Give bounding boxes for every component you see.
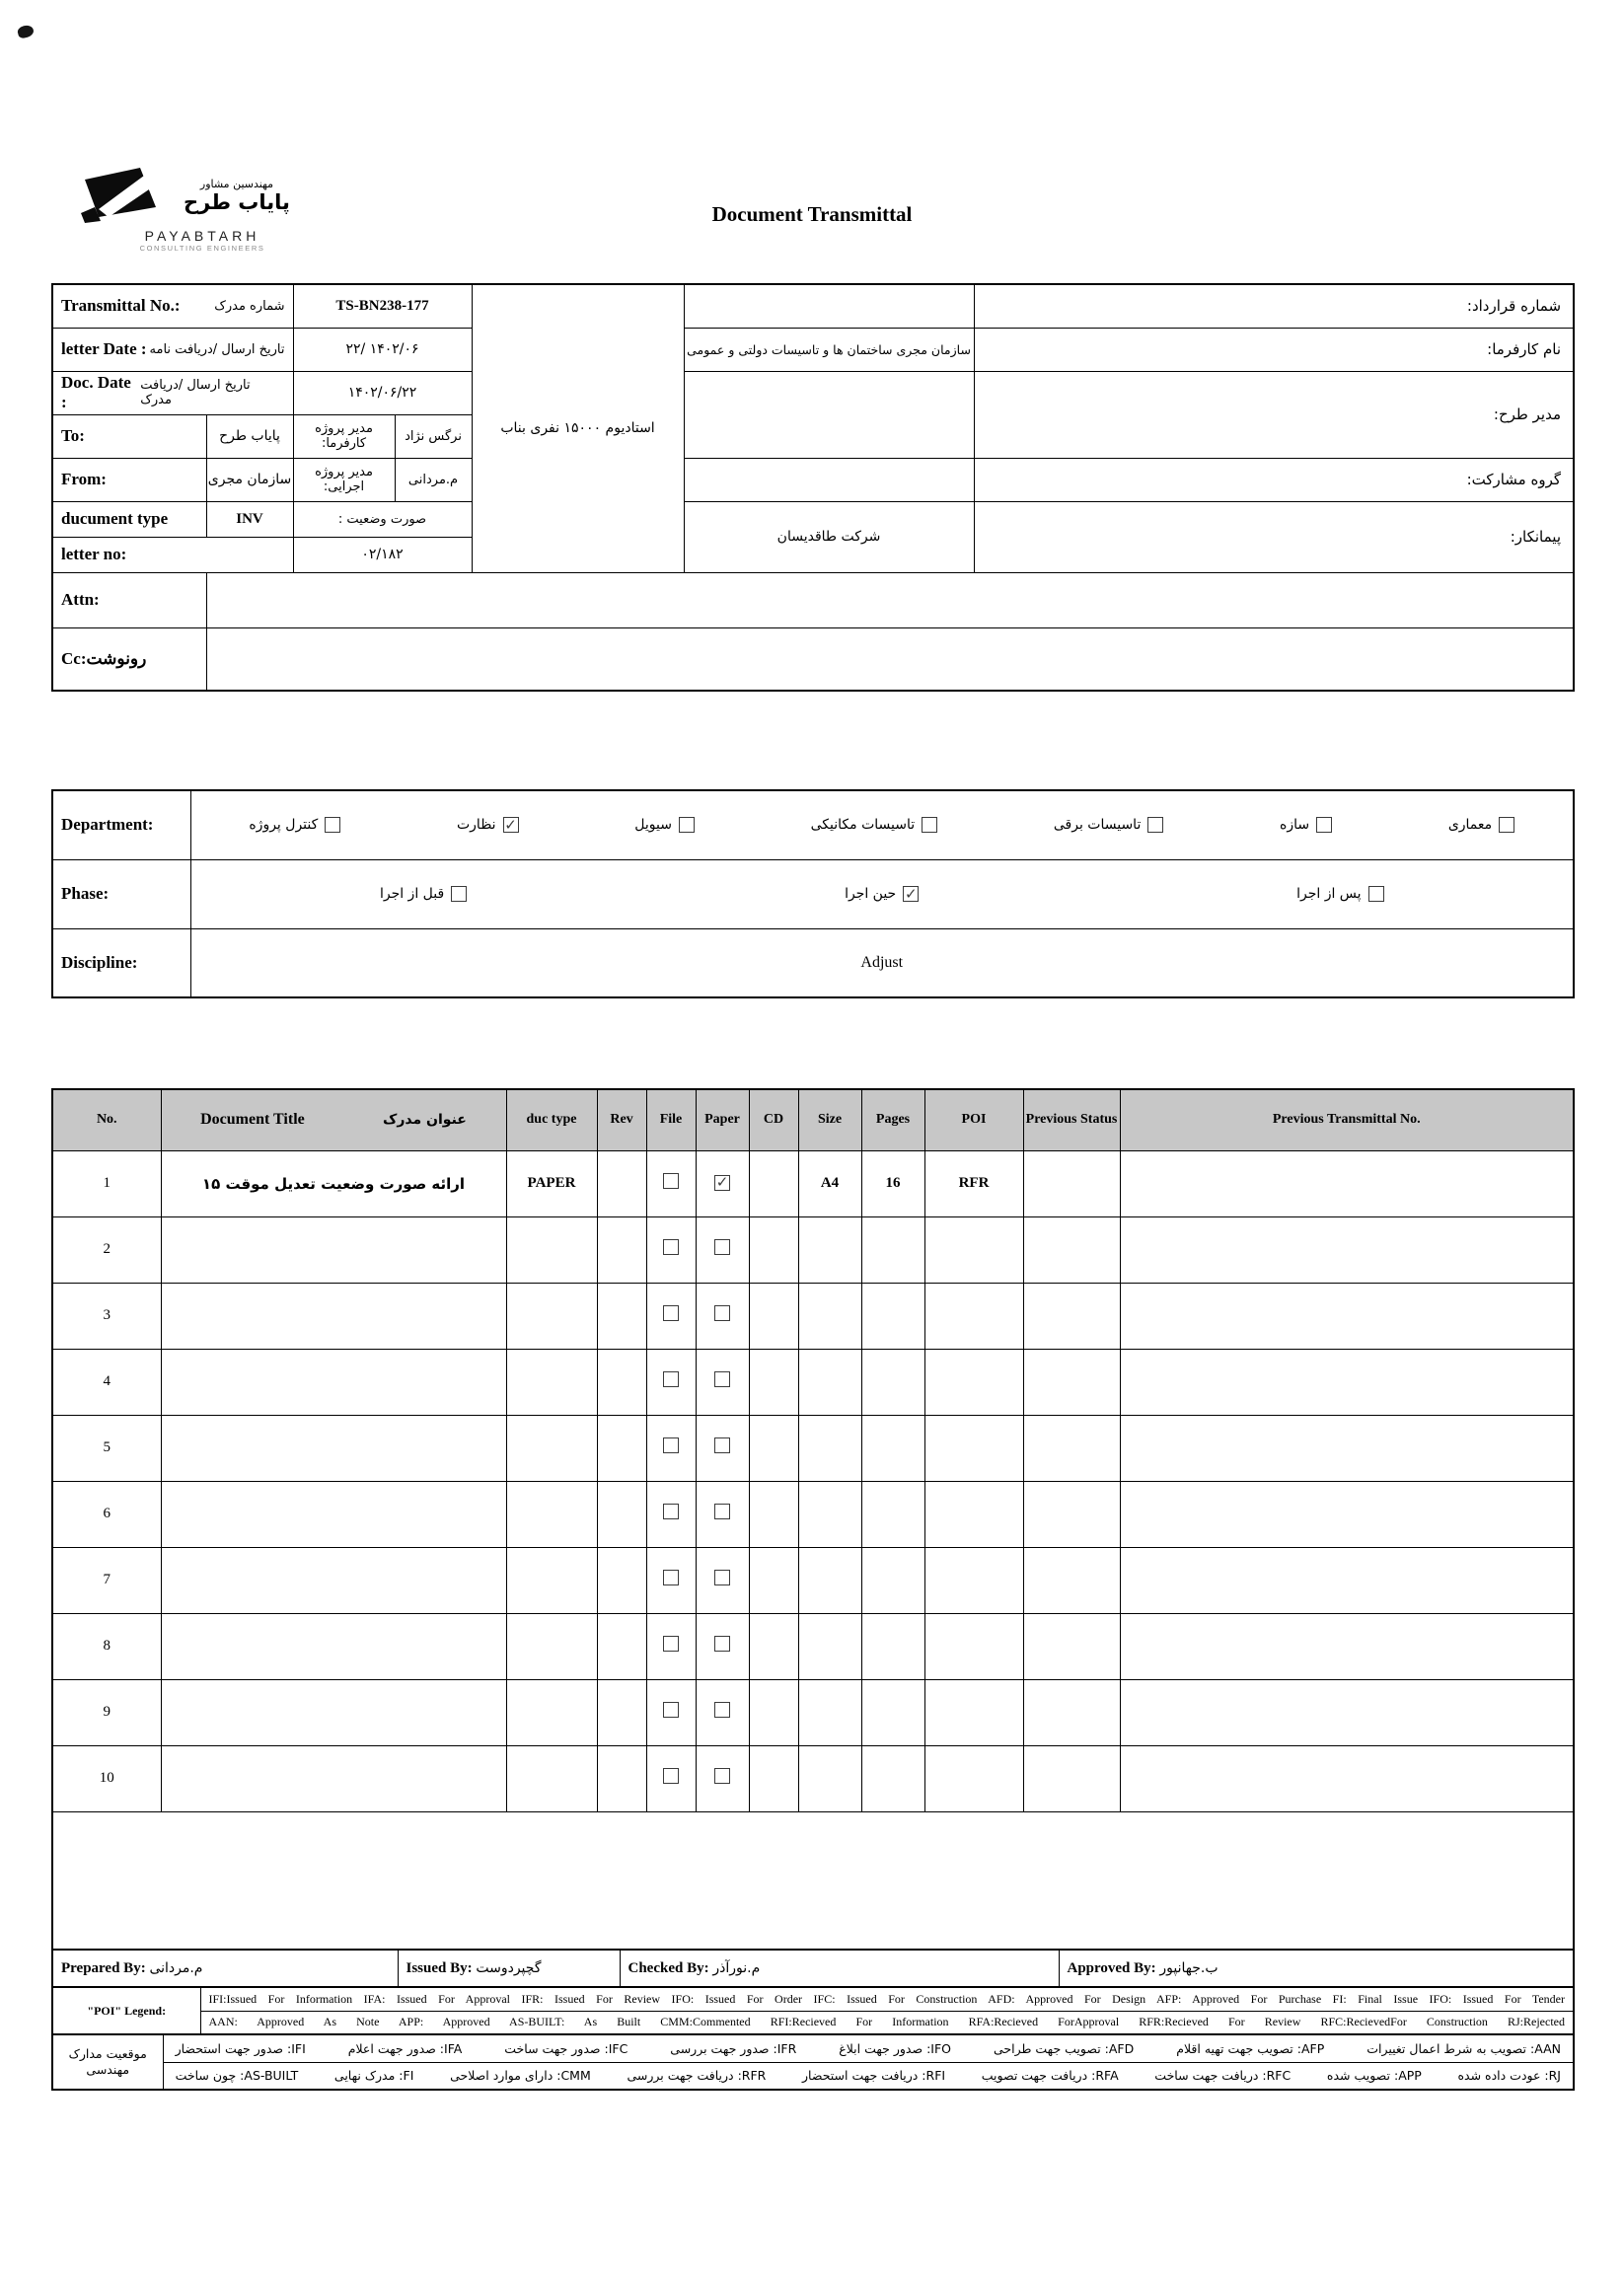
paper-checkbox[interactable] bbox=[714, 1768, 730, 1784]
empty-area bbox=[52, 1811, 1574, 1950]
cell-file bbox=[646, 1481, 696, 1547]
phase-option-label: قبل از اجرا bbox=[379, 886, 445, 902]
legend-item: RFC: دریافت جهت ساخت bbox=[1154, 2068, 1292, 2084]
cell-file bbox=[646, 1415, 696, 1481]
cell-file bbox=[646, 1216, 696, 1283]
legend-item: CMM: دارای موارد اصلاحی bbox=[450, 2068, 591, 2084]
department-option bbox=[811, 817, 938, 833]
fa-legend-table bbox=[51, 2033, 1575, 2091]
cell-duc-type bbox=[506, 1481, 597, 1547]
poi-legend-label: "POI" Legend: bbox=[52, 1987, 200, 2034]
cell-poi bbox=[924, 1547, 1023, 1613]
department-checkbox[interactable] bbox=[922, 817, 937, 833]
department-checkbox[interactable] bbox=[1147, 817, 1163, 833]
cell-prev-transmittal bbox=[1120, 1613, 1574, 1679]
legend-item: FI: مدرک نهایی bbox=[333, 2068, 414, 2084]
cell-size: A4 bbox=[798, 1150, 861, 1216]
file-checkbox[interactable] bbox=[663, 1636, 679, 1652]
file-checkbox[interactable] bbox=[663, 1371, 679, 1387]
client-name-value: سازمان مجری ساختمان ها و تاسیسات دولتی و عمومی bbox=[684, 328, 974, 371]
cell-prev-transmittal bbox=[1120, 1745, 1574, 1811]
paper-checkbox[interactable] bbox=[714, 1371, 730, 1387]
approved-by-label: Approved By: bbox=[1067, 1959, 1156, 1976]
col-header-rev: Rev bbox=[597, 1089, 646, 1150]
department-option-label: سیویل bbox=[634, 817, 672, 834]
fa-legend-line-2 bbox=[164, 2068, 1574, 2083]
cell-poi bbox=[924, 1481, 1023, 1547]
prepared-by-cell bbox=[52, 1950, 398, 1987]
empty-area-row bbox=[52, 1811, 1574, 1950]
phase-checkbox[interactable] bbox=[1368, 886, 1384, 902]
phase-checkbox[interactable]: ✓ bbox=[904, 884, 918, 903]
cell-file bbox=[646, 1150, 696, 1216]
info-table bbox=[51, 283, 1575, 692]
cell-rev bbox=[597, 1283, 646, 1349]
file-checkbox[interactable] bbox=[663, 1239, 679, 1255]
logo-brand-en-sub: CONSULTING ENGINEERS bbox=[139, 244, 265, 253]
cell-cd bbox=[749, 1415, 798, 1481]
document-row bbox=[52, 1216, 1574, 1283]
cell-prev-status bbox=[1023, 1745, 1120, 1811]
department-option-label: معماری bbox=[1447, 817, 1493, 834]
cell-title bbox=[161, 1415, 506, 1481]
phase-option-label: حین اجرا bbox=[845, 886, 897, 902]
cell-cd bbox=[749, 1679, 798, 1745]
document-row bbox=[52, 1547, 1574, 1613]
cell-pages bbox=[861, 1547, 924, 1613]
cell-size bbox=[798, 1349, 861, 1415]
cell-rev bbox=[597, 1547, 646, 1613]
paper-checkbox[interactable] bbox=[714, 1305, 730, 1321]
file-checkbox[interactable] bbox=[663, 1768, 679, 1784]
cell-no: 7 bbox=[52, 1547, 161, 1613]
checked-by-name: م.نورآذر bbox=[712, 1959, 761, 1976]
poi-legend-line-1: IFI:Issued For Information IFA: Issued For Approval IFR: Issued For Review IFO: Issued For Order IFC: Issued For Construction AFD: Approved For Design AFP: Approved For Purchase FI: Final Issue IFO: Issued For Tender bbox=[200, 1987, 1574, 2011]
cell-file bbox=[646, 1679, 696, 1745]
cell-duc-type bbox=[506, 1216, 597, 1283]
department-option-label: سازه bbox=[1280, 817, 1310, 834]
cell-title bbox=[161, 1216, 506, 1283]
cell-pages bbox=[861, 1613, 924, 1679]
department-label: Department: bbox=[52, 790, 190, 859]
documents-tbody bbox=[52, 1150, 1574, 1811]
doc-type-label-fa: صورت وضعیت : bbox=[293, 501, 472, 537]
doc-date-label-cell bbox=[52, 371, 293, 414]
logo-brand-en: PAYABTARH bbox=[144, 228, 260, 244]
cell-poi bbox=[924, 1216, 1023, 1283]
logo-brand-fa-small: مهندسین مشاور bbox=[199, 177, 274, 190]
checked-by-label: Checked By: bbox=[627, 1959, 709, 1976]
cell-file bbox=[646, 1547, 696, 1613]
fa-legend-label: موقعیت مدارک مهندسی bbox=[52, 2034, 163, 2090]
department-checkbox[interactable] bbox=[325, 817, 340, 833]
cell-poi: RFR bbox=[924, 1150, 1023, 1216]
discipline-value: Adjust bbox=[190, 928, 1574, 997]
cell-size bbox=[798, 1216, 861, 1283]
paper-checkbox[interactable]: ✓ bbox=[715, 1173, 729, 1192]
cell-size bbox=[798, 1679, 861, 1745]
cell-file bbox=[646, 1613, 696, 1679]
cell-no: 6 bbox=[52, 1481, 161, 1547]
paper-checkbox[interactable] bbox=[714, 1702, 730, 1718]
cell-poi bbox=[924, 1415, 1023, 1481]
paper-checkbox[interactable] bbox=[714, 1504, 730, 1519]
client-pm-label: مدیر پروژه کارفرما: bbox=[293, 414, 395, 458]
cell-pages bbox=[861, 1481, 924, 1547]
company-logo bbox=[79, 166, 326, 253]
phase-option bbox=[1296, 886, 1383, 902]
legend-item: AAN: تصویب به شرط اعمال تغییرات bbox=[1366, 2040, 1561, 2056]
cell-title bbox=[161, 1283, 506, 1349]
cell-rev bbox=[597, 1481, 646, 1547]
transmittal-no-label-en: Transmittal No.: bbox=[61, 296, 181, 316]
letter-date-value: ۱۴۰۲/۰۶ /۲۲ bbox=[293, 328, 472, 371]
department-option-label: تاسیسات برقی bbox=[1053, 817, 1142, 834]
cell-duc-type bbox=[506, 1415, 597, 1481]
legend-item: IFA: صدور جهت اعلام bbox=[347, 2040, 463, 2056]
client-pm-value: نرگس نژاد bbox=[395, 414, 472, 458]
document-row bbox=[52, 1481, 1574, 1547]
poi-legend-table bbox=[51, 1986, 1575, 2035]
cell-file bbox=[646, 1349, 696, 1415]
cell-prev-transmittal bbox=[1120, 1283, 1574, 1349]
cell-pages bbox=[861, 1679, 924, 1745]
department-checkbox[interactable]: ✓ bbox=[504, 815, 517, 834]
letter-date-label-cell bbox=[52, 328, 293, 371]
cell-prev-status bbox=[1023, 1150, 1120, 1216]
paper-checkbox[interactable] bbox=[714, 1570, 730, 1585]
paper-checkbox[interactable] bbox=[714, 1239, 730, 1255]
legend-item: IFI: صدور جهت استحضار bbox=[175, 2040, 306, 2056]
transmittal-no-label-cell bbox=[52, 284, 293, 328]
col-header-size: Size bbox=[798, 1089, 861, 1150]
contract-no-value bbox=[684, 284, 974, 328]
cell-paper bbox=[696, 1349, 749, 1415]
file-checkbox[interactable] bbox=[663, 1504, 679, 1519]
paper-checkbox[interactable] bbox=[714, 1636, 730, 1652]
phase-options bbox=[191, 886, 1574, 902]
from-value: سازمان مجری bbox=[206, 458, 293, 501]
document-row bbox=[52, 1613, 1574, 1679]
legend-item: RFA: دریافت جهت تصویب bbox=[981, 2068, 1119, 2084]
phase-option-label: پس از اجرا bbox=[1296, 886, 1362, 902]
from-label: From: bbox=[52, 458, 206, 501]
cell-prev-status bbox=[1023, 1613, 1120, 1679]
col-header-cd: CD bbox=[749, 1089, 798, 1150]
partnership-value bbox=[684, 458, 974, 501]
attn-label: Attn: bbox=[52, 572, 206, 627]
attn-value bbox=[206, 572, 1574, 627]
cell-paper bbox=[696, 1216, 749, 1283]
cell-paper bbox=[696, 1547, 749, 1613]
department-option-label: کنترل پروژه bbox=[249, 817, 319, 834]
file-checkbox[interactable] bbox=[663, 1173, 679, 1189]
prepared-by-name: م.مردانی bbox=[149, 1959, 203, 1976]
cell-prev-transmittal bbox=[1120, 1150, 1574, 1216]
cell-rev bbox=[597, 1415, 646, 1481]
document-row bbox=[52, 1745, 1574, 1811]
cc-value bbox=[206, 627, 1574, 691]
doc-type-value: INV bbox=[206, 501, 293, 537]
documents-header-row bbox=[52, 1089, 1574, 1150]
cell-prev-status bbox=[1023, 1349, 1120, 1415]
cell-no: 10 bbox=[52, 1745, 161, 1811]
cell-prev-status bbox=[1023, 1481, 1120, 1547]
project-name: استادیوم ۱۵۰۰۰ نفری بناب bbox=[472, 284, 684, 572]
cell-poi bbox=[924, 1745, 1023, 1811]
department-option-label: نظارت bbox=[456, 817, 496, 834]
col-header-prev-transmittal: Previous Transmittal No. bbox=[1120, 1089, 1574, 1150]
cell-poi bbox=[924, 1349, 1023, 1415]
cell-file bbox=[646, 1283, 696, 1349]
signatures-table bbox=[51, 1949, 1575, 1988]
cell-title: ارائه صورت وضعیت تعدیل موقت ۱۵ bbox=[161, 1150, 506, 1216]
cell-size bbox=[798, 1283, 861, 1349]
cell-title bbox=[161, 1679, 506, 1745]
cell-cd bbox=[749, 1745, 798, 1811]
project-manager-label: مدیر طرح: bbox=[974, 371, 1574, 458]
transmittal-no-label-fa: شماره مدرک bbox=[214, 298, 285, 314]
phase-option bbox=[380, 886, 467, 902]
cell-duc-type bbox=[506, 1745, 597, 1811]
cell-no: 4 bbox=[52, 1349, 161, 1415]
partnership-label: گروه مشارکت: bbox=[974, 458, 1574, 501]
cell-no: 3 bbox=[52, 1283, 161, 1349]
col-header-file: File bbox=[646, 1089, 696, 1150]
department-checkbox[interactable] bbox=[1499, 817, 1514, 833]
approved-by-cell bbox=[1059, 1950, 1574, 1987]
cell-size bbox=[798, 1481, 861, 1547]
cell-cd bbox=[749, 1150, 798, 1216]
cell-pages: 16 bbox=[861, 1150, 924, 1216]
issued-by-cell bbox=[398, 1950, 620, 1987]
department-options bbox=[191, 817, 1574, 833]
col-header-pages: Pages bbox=[861, 1089, 924, 1150]
cell-title bbox=[161, 1745, 506, 1811]
contractor-value: شرکت طاقدیسان bbox=[684, 501, 974, 572]
cell-pages bbox=[861, 1349, 924, 1415]
cell-size bbox=[798, 1415, 861, 1481]
cell-paper bbox=[696, 1415, 749, 1481]
cell-prev-transmittal bbox=[1120, 1216, 1574, 1283]
cell-cd bbox=[749, 1349, 798, 1415]
contract-no-label: شماره قرارداد: bbox=[974, 284, 1574, 328]
cell-no: 9 bbox=[52, 1679, 161, 1745]
documents-table bbox=[51, 1088, 1575, 1951]
letter-date-label-fa: تاریخ ارسال /دریافت نامه bbox=[149, 341, 285, 357]
cell-prev-status bbox=[1023, 1547, 1120, 1613]
cell-prev-transmittal bbox=[1120, 1679, 1574, 1745]
contractor-label: پیمانکار: bbox=[974, 501, 1574, 572]
cell-title bbox=[161, 1613, 506, 1679]
legend-item: AS-BUILT: چون ساخت bbox=[175, 2068, 299, 2084]
department-checkbox[interactable] bbox=[1316, 817, 1332, 833]
doc-type-label: ducument type bbox=[52, 501, 206, 537]
document-row bbox=[52, 1283, 1574, 1349]
legend-item: RJ: عودت داده شده bbox=[1457, 2068, 1561, 2084]
cell-prev-transmittal bbox=[1120, 1349, 1574, 1415]
cell-paper bbox=[696, 1745, 749, 1811]
legend-item: AFP: تصویب جهت تهیه اقلام bbox=[1176, 2040, 1325, 2056]
phase-option bbox=[845, 886, 919, 902]
col-header-duc-type: duc type bbox=[506, 1089, 597, 1150]
department-option bbox=[1448, 817, 1514, 833]
fa-legend-line-1-cell bbox=[163, 2034, 1574, 2062]
cell-prev-status bbox=[1023, 1415, 1120, 1481]
department-option bbox=[249, 817, 340, 833]
col-header-title-fa: عنوان مدرک bbox=[383, 1112, 467, 1129]
file-checkbox[interactable] bbox=[663, 1570, 679, 1585]
cell-duc-type bbox=[506, 1547, 597, 1613]
issued-by-label: Issued By: bbox=[406, 1959, 473, 1976]
cell-cd bbox=[749, 1481, 798, 1547]
cell-pages bbox=[861, 1745, 924, 1811]
cell-rev bbox=[597, 1745, 646, 1811]
legend-item: AFD: تصویب جهت طراحی bbox=[993, 2040, 1135, 2056]
cell-size bbox=[798, 1547, 861, 1613]
cell-prev-status bbox=[1023, 1283, 1120, 1349]
cell-rev bbox=[597, 1679, 646, 1745]
cell-rev bbox=[597, 1613, 646, 1679]
cell-cd bbox=[749, 1216, 798, 1283]
checked-by-cell bbox=[620, 1950, 1059, 1987]
cell-duc-type: PAPER bbox=[506, 1150, 597, 1216]
cell-file bbox=[646, 1745, 696, 1811]
file-checkbox[interactable] bbox=[663, 1437, 679, 1453]
scan-artifact bbox=[17, 24, 36, 39]
fa-legend-line-2-cell bbox=[163, 2062, 1574, 2090]
letter-date-label-en: letter Date : bbox=[61, 339, 147, 358]
phase-checkbox[interactable] bbox=[451, 886, 467, 902]
cell-paper bbox=[696, 1679, 749, 1745]
doc-date-label-en: Doc. Date : bbox=[61, 373, 131, 411]
cell-rev bbox=[597, 1150, 646, 1216]
cell-prev-transmittal bbox=[1120, 1547, 1574, 1613]
phase-label: Phase: bbox=[52, 859, 190, 928]
legend-item: RFR: دریافت جهت بررسی bbox=[627, 2068, 767, 2084]
cell-poi bbox=[924, 1283, 1023, 1349]
cell-paper bbox=[696, 1481, 749, 1547]
paper-checkbox[interactable] bbox=[714, 1437, 730, 1453]
department-option-label: تاسیسات مکانیکی bbox=[810, 817, 916, 834]
cell-title bbox=[161, 1547, 506, 1613]
letter-no-value: ۰۲/۱۸۲ bbox=[293, 537, 472, 572]
col-header-prev-status: Previous Status bbox=[1023, 1089, 1120, 1150]
doc-date-label-fa: تاریخ ارسال /دریافت مدرک bbox=[140, 378, 251, 407]
transmittal-no-value: TS-BN238-177 bbox=[293, 284, 472, 328]
logo-mark-icon bbox=[79, 166, 174, 225]
file-checkbox[interactable] bbox=[663, 1702, 679, 1718]
classification-table bbox=[51, 789, 1575, 998]
cell-duc-type bbox=[506, 1283, 597, 1349]
cell-no: 8 bbox=[52, 1613, 161, 1679]
document-row bbox=[52, 1349, 1574, 1415]
col-header-paper: Paper bbox=[696, 1089, 749, 1150]
cell-duc-type bbox=[506, 1349, 597, 1415]
prepared-by-label: Prepared By: bbox=[61, 1959, 146, 1976]
cell-title bbox=[161, 1481, 506, 1547]
cell-poi bbox=[924, 1679, 1023, 1745]
cell-prev-status bbox=[1023, 1679, 1120, 1745]
department-option bbox=[634, 817, 695, 833]
department-option bbox=[1280, 817, 1332, 833]
department-checkbox[interactable] bbox=[679, 817, 695, 833]
page-title: Document Transmittal bbox=[711, 202, 913, 226]
poi-legend-line-2: AAN: Approved As Note APP: Approved AS-BUILT: As Built CMM:Commented RFI:Recieved For Information RFA:Recieved ForApproval RFR:Recieved For Review RFC:RecievedFor Construction RJ:Rejected bbox=[200, 2011, 1574, 2034]
cell-paper bbox=[696, 1283, 749, 1349]
cell-size bbox=[798, 1613, 861, 1679]
cell-prev-transmittal bbox=[1120, 1415, 1574, 1481]
cell-no: 2 bbox=[52, 1216, 161, 1283]
cell-no: 5 bbox=[52, 1415, 161, 1481]
cell-pages bbox=[861, 1415, 924, 1481]
to-value: پایاب طرح bbox=[206, 414, 293, 458]
col-header-no: No. bbox=[52, 1089, 161, 1150]
cell-rev bbox=[597, 1349, 646, 1415]
cell-cd bbox=[749, 1547, 798, 1613]
cell-paper bbox=[696, 1613, 749, 1679]
legend-item: APP: تصویب شده bbox=[1326, 2068, 1422, 2084]
legend-item: IFR: صدور جهت بررسی bbox=[670, 2040, 797, 2056]
department-option bbox=[457, 817, 519, 833]
department-option bbox=[1054, 817, 1163, 833]
logo-brand-fa: پایاب طرح bbox=[184, 189, 290, 214]
to-label: To: bbox=[52, 414, 206, 458]
issued-by-name: گچپردوست bbox=[476, 1959, 542, 1976]
file-checkbox[interactable] bbox=[663, 1305, 679, 1321]
exec-pm-value: م.مردانی bbox=[395, 458, 472, 501]
letter-no-label: letter no: bbox=[52, 537, 293, 572]
cell-duc-type bbox=[506, 1613, 597, 1679]
document-row bbox=[52, 1415, 1574, 1481]
client-name-label: نام کارفرما: bbox=[974, 328, 1574, 371]
phase-options-cell bbox=[190, 859, 1574, 928]
col-header-title bbox=[161, 1089, 506, 1150]
cc-label: Cc:رونوشت bbox=[52, 627, 206, 691]
document-row bbox=[52, 1679, 1574, 1745]
exec-pm-label: مدیر پروژه اجرایی: bbox=[293, 458, 395, 501]
cell-size bbox=[798, 1745, 861, 1811]
cell-pages bbox=[861, 1216, 924, 1283]
cell-duc-type bbox=[506, 1679, 597, 1745]
doc-date-value: ۱۴۰۲/۰۶/۲۲ bbox=[293, 371, 472, 414]
document-row bbox=[52, 1150, 1574, 1216]
legend-item: IFO: صدور جهت ابلاغ bbox=[839, 2040, 951, 2056]
project-manager-value bbox=[684, 371, 974, 458]
col-header-poi: POI bbox=[924, 1089, 1023, 1150]
cell-cd bbox=[749, 1613, 798, 1679]
legend-item: RFI: دریافت جهت استحضار bbox=[802, 2068, 946, 2084]
cell-poi bbox=[924, 1613, 1023, 1679]
fa-legend-line-1 bbox=[164, 2041, 1574, 2056]
cell-rev bbox=[597, 1216, 646, 1283]
cell-paper bbox=[696, 1150, 749, 1216]
cell-cd bbox=[749, 1283, 798, 1349]
legend-item: IFC: صدور جهت ساخت bbox=[504, 2040, 628, 2056]
col-header-title-en: Document Title bbox=[200, 1111, 305, 1129]
discipline-label: Discipline: bbox=[52, 928, 190, 997]
cell-prev-status bbox=[1023, 1216, 1120, 1283]
cell-pages bbox=[861, 1283, 924, 1349]
cell-no: 1 bbox=[52, 1150, 161, 1216]
approved-by-name: ب.جهانپور bbox=[1159, 1959, 1218, 1976]
department-options-cell bbox=[190, 790, 1574, 859]
cell-prev-transmittal bbox=[1120, 1481, 1574, 1547]
cell-title bbox=[161, 1349, 506, 1415]
